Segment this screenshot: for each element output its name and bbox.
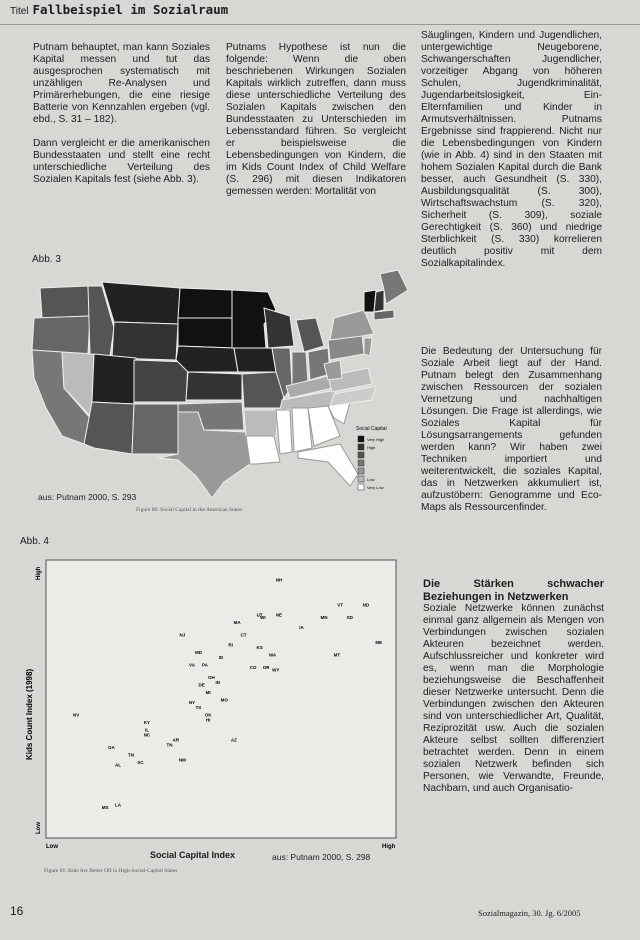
- state-new-jersey: [364, 338, 372, 356]
- page-number: 16: [10, 904, 24, 918]
- fig3-source: aus: Putnam 2000, S. 293: [38, 492, 137, 502]
- legend-items: [358, 436, 384, 490]
- scatter-point: OH: [207, 675, 215, 680]
- col3-paragraph-1: Säuglingen, Kindern und Jugendlichen, untergewichtige Neugeborene, Schwangerschaften Jugendlicher, vorzeitiger Abgang von höheren Schulen, Jugendkriminalität, Jugendarbeitslosigkeit, Ein-Elternfamilien und Kinder in Armutsverhältnissen. Putnams Ergebnisse sind frappierend. Nicht nur die Lebensbedingungen von Kindern (wie in Abb. 4) sind in den Staaten mit hohem Sozialen Kapital durch die Bank besser, auch Gesundheit (S. 330), Ausbildungsqualität (S. 300), Wirtschaftswachstum (S. 320), Sicherheit (S. 309), soziale Gerechtigkeit (S. 360) und niedrige Sterblichkeit (S. 330) korrelieren deutlich positiv mit dem Sozialkapitalindex.: [421, 30, 602, 269]
- state-mississippi: [276, 410, 292, 454]
- scatter-point: GA: [108, 745, 115, 750]
- scatter-point: WY: [272, 667, 280, 673]
- state-new-york: [330, 310, 374, 340]
- state-new-mexico: [132, 404, 178, 454]
- legend-swatch: [358, 452, 364, 458]
- scatter-point: VA: [189, 662, 195, 668]
- x-axis-label: Social Capital Index: [150, 850, 236, 860]
- y-tick-low: Low: [36, 822, 42, 834]
- state-washington: [40, 286, 90, 318]
- scatter-point: NM: [178, 757, 186, 763]
- scatter-point: MO: [220, 697, 228, 703]
- state-nebraska: [176, 346, 238, 372]
- state-arizona: [84, 402, 134, 454]
- scatter-point: ME: [375, 640, 383, 645]
- scatter-point: MT: [333, 652, 341, 658]
- scatter-point: NC: [143, 732, 151, 738]
- scatter-point: WA: [268, 652, 277, 658]
- scatter-point: MI: [205, 690, 211, 695]
- y-axis-label: Kids Count Index (1998): [25, 668, 34, 760]
- scatter-point: CO: [249, 665, 257, 670]
- scatter-point: VT: [337, 602, 344, 608]
- scatter-point: PA: [201, 662, 208, 668]
- col3-paragraph-2: Die Bedeutung der Untersuchung für Soziale Arbeit liegt auf der Hand. Putnam belegt den Zusammenhang zwischen Ressourcen der sozialen Vernetzung und nachhaltigen Lösungen. Die Frage ist allerdings, wie Soziales Kapital für Lösungsarrangements gefunden werden kann? Wir haben zwei Techniken importiert und weiterentwickelt, die soziales Kapital, das in Netzwerken akkumuliert ist, aufzustöbern: Genogramme und Eco-Maps als Ressourcenfinder.: [421, 346, 602, 513]
- fig4-source: aus: Putnam 2000, S. 298: [272, 852, 371, 862]
- scatter-point: IN: [215, 680, 221, 685]
- col1-paragraph-1: Putnam behauptet, man kann Soziales Kapital messen und tut das ausgesprochen systematisch mit unzähligen Re-Analysen und Primärerhebungen, die eine riesige Batterie von Kennzahlen ergeben (vgl. ebd., S. 31 – 182).: [33, 42, 210, 125]
- legend-swatch: [358, 436, 364, 442]
- scatter-point: CT: [240, 632, 247, 638]
- scatter-point: UT: [256, 612, 263, 618]
- scatter-point: AL: [114, 762, 121, 768]
- scatter-point: LA: [114, 802, 121, 808]
- legend-swatch: [358, 476, 364, 482]
- scatter-point: DE: [198, 682, 205, 688]
- fig3-label: Abb. 3: [32, 254, 61, 265]
- map-legend: [352, 420, 412, 500]
- scatter-point: KS: [256, 645, 263, 650]
- column-3-middle: [421, 346, 602, 526]
- scatter-point: MD: [194, 650, 202, 655]
- column-2: [226, 42, 406, 210]
- state-arkansas: [244, 410, 278, 436]
- legend-item-label: Low: [367, 477, 375, 482]
- scatter-point: TN: [127, 752, 134, 758]
- y-tick-high: High: [36, 566, 42, 580]
- column-3: [421, 30, 602, 282]
- header-label: Titel: [10, 6, 29, 17]
- scatter-point: ID: [218, 655, 224, 660]
- scatter-point: OK: [204, 712, 212, 718]
- state-florida: [298, 444, 358, 486]
- state-new-hampshire: [374, 290, 384, 312]
- scatter-point: SC: [137, 760, 144, 765]
- column-3-bottom: [423, 578, 604, 807]
- legend-title: Social Capital: [356, 426, 387, 432]
- scatter-point: AR: [172, 737, 180, 743]
- scatter-point: IA: [299, 625, 304, 630]
- state-oregon: [32, 316, 90, 354]
- legend-swatch: [358, 460, 364, 466]
- fig4-label: Abb. 4: [20, 536, 49, 547]
- x-tick-high: High: [382, 844, 396, 850]
- scatter-point: KY: [143, 720, 151, 725]
- scatter-point: TX: [195, 705, 202, 710]
- state-iowa: [234, 348, 276, 372]
- state-louisiana: [246, 436, 280, 464]
- journal-reference: Sozialmagazin, 30. Jg. 6/2005: [478, 908, 581, 918]
- state-wisconsin: [264, 308, 294, 348]
- legend-swatch: [358, 484, 364, 490]
- scatter-point: NE: [275, 612, 283, 618]
- scatter-point: AZ: [230, 737, 237, 743]
- legend-item-label: Very Low: [367, 485, 384, 490]
- scatter-point: WI: [260, 615, 266, 620]
- col2-paragraph-1: Putnams Hypothese ist nun die folgende: Wenn die oben beschriebenen Wirkungen Sozialen Kapitals wirklich zutreffen, dann muss diese unterschiedliche Verteilung des Sozialen Kapitals zwischen den Bundesstaaten zu Unterschieden im Lebensstandard führen. So vergleicht er beispielsweise die Lebensbedingungen von Kindern, die im Kids Count Index of Child Welfare (S. 296) mit diesen Indikatoren gemessen werden: Mortalität von: [226, 42, 406, 197]
- scatter-point: NV: [72, 712, 80, 718]
- scatter-point: NH: [275, 577, 283, 583]
- state-north-dakota: [178, 288, 232, 318]
- scatter-point: MA: [233, 620, 241, 625]
- scatter-point: SD: [346, 615, 353, 620]
- state-utah: [92, 354, 136, 404]
- section-heading: Die Stärken schwacher Beziehungen in Netzwerken: [423, 578, 604, 603]
- col3-paragraph-3: Soziale Netzwerke können zunächst einmal ganz allgemein als Mengen von Verbindungen zwischen sozialen Akteuren bezeichnet werden. Aufschlussreicher und konkreter wird es, wenn man die Morphologie beziehungsweise die Beschaffenheit dieser Netzwerke untersucht. Denn die Verbindungen zwischen den Akteuren sind von unterschiedlicher Art, Qualität, Reziprozität usw. Auch die sozialen Akteure selbst sollten differenziert betrachtet werden. Denn in einem sozialen Netzwerk befinden sich Personen, wie Verwandte, Freunde, Nachbarn, und auch Organisatio-: [423, 603, 604, 794]
- scatter-point: IL: [144, 727, 149, 733]
- scatter-point: NJ: [179, 632, 186, 638]
- scatter-point: HI: [205, 717, 211, 723]
- state-montana: [102, 282, 180, 324]
- fig4-caption: Figure 81: Kids Are Better Off in High-Social-Capital States: [44, 868, 178, 874]
- state-massachusetts: [374, 310, 394, 320]
- legend-item-label: Very High: [367, 437, 385, 442]
- state-south-dakota: [178, 318, 232, 348]
- state-michigan: [296, 318, 324, 352]
- scatter-point: MS: [101, 805, 109, 810]
- kids-count-scatter-chart: [20, 550, 412, 862]
- legend-swatch: [358, 444, 364, 450]
- scatter-point: MN: [320, 615, 328, 620]
- header-title: Fallbeispiel im Sozialraum: [32, 2, 229, 17]
- column-1: [33, 42, 210, 198]
- legend-item-label: High: [367, 445, 376, 450]
- x-tick-low: Low: [46, 844, 58, 850]
- scatter-point: ND: [362, 602, 370, 608]
- scatter-point: OR: [262, 665, 270, 670]
- state-kansas: [186, 372, 242, 400]
- scatter-point: RI: [228, 642, 233, 648]
- fig3-caption: Figure 80: Social Capital in the American States: [136, 507, 243, 513]
- header-rule: [0, 24, 640, 25]
- state-colorado: [134, 360, 188, 402]
- state-wyoming: [112, 322, 178, 360]
- page-header: [10, 2, 410, 24]
- scatter-point: TN: [166, 742, 173, 748]
- scatter-point: NY: [188, 700, 196, 705]
- col1-paragraph-2: Dann vergleicht er die amerikanischen Bundesstaaten und stellt eine recht unterschiedliche Verteilung des Sozialen Kapitals fest (siehe Abb. 3).: [33, 138, 210, 185]
- legend-swatch: [358, 468, 364, 474]
